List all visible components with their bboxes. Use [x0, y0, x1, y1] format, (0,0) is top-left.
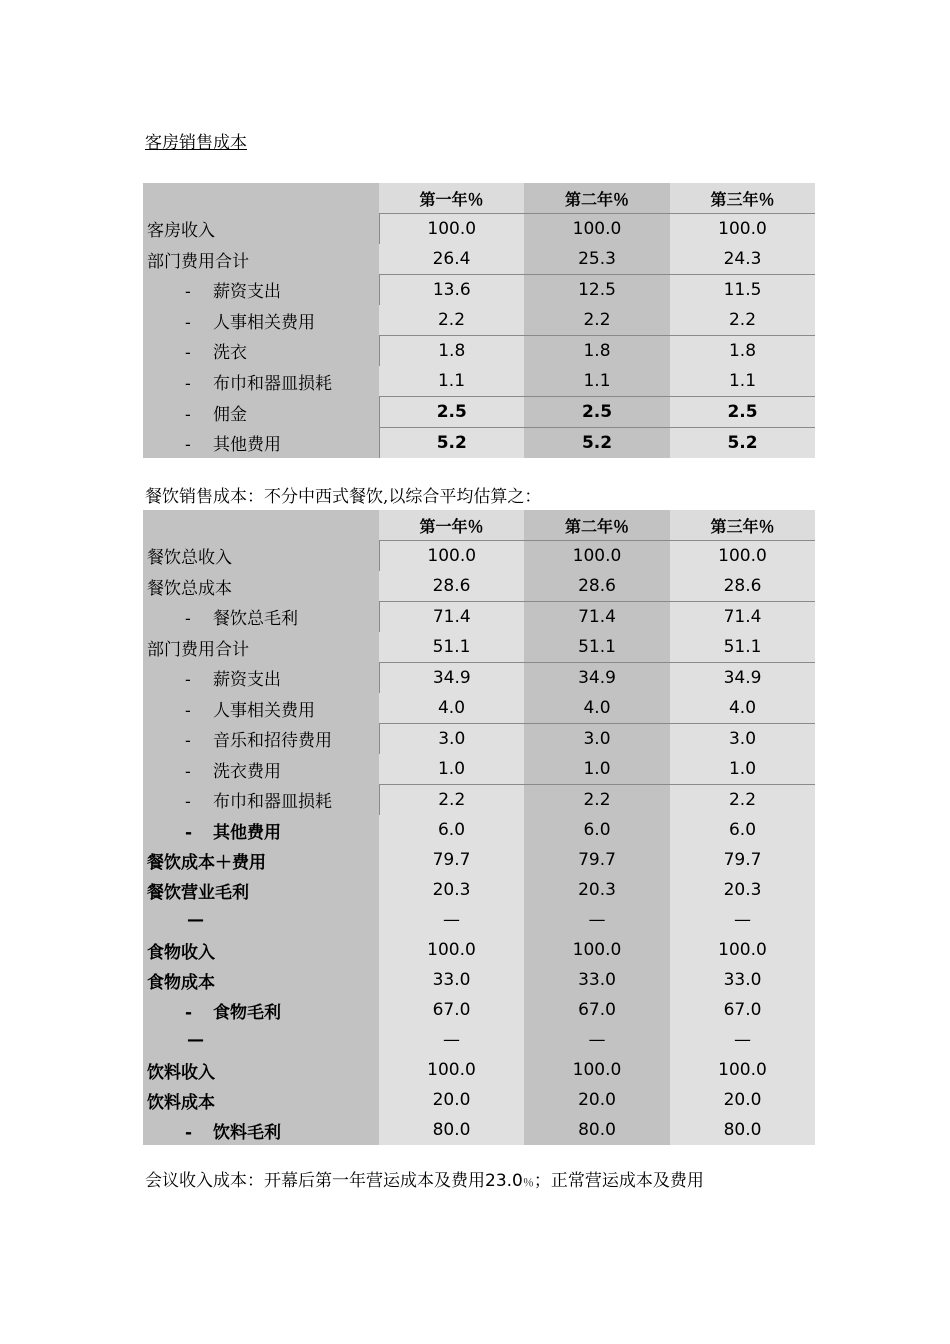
row-label: [143, 663, 379, 694]
year-2-value: 100.0: [524, 541, 670, 572]
row-label: [143, 815, 379, 845]
year-2-value: 2.5: [524, 397, 670, 428]
year-3-value: 1.1: [670, 366, 815, 397]
year-1-value: 51.1: [379, 632, 524, 663]
table-header-row: [143, 510, 815, 541]
year-3-value: 34.9: [670, 663, 815, 694]
year-2-value: 20.0: [524, 1085, 670, 1115]
room-cost-title: 客房销售成本: [145, 133, 247, 153]
table-header-row: [143, 183, 815, 214]
row-label: —: [143, 1025, 379, 1055]
year-2-value: 5.2: [524, 428, 670, 459]
table-row: [143, 724, 815, 755]
row-dash: -: [185, 435, 191, 456]
row-label-text: 其他费用: [213, 435, 281, 456]
table-row: [143, 875, 815, 905]
row-dash: -: [185, 731, 191, 752]
row-label-text: 饮料毛利: [213, 1122, 281, 1143]
row-label-text: 其他费用: [213, 822, 281, 843]
table-row: [143, 845, 815, 875]
year-2-value: 100.0: [524, 935, 670, 965]
year-1-value: 34.9: [379, 663, 524, 694]
meeting-cost-text-after: ；正常营运成本及费用: [533, 1171, 704, 1191]
year-2-value: 12.5: [524, 275, 670, 306]
table-row: [143, 541, 815, 572]
row-label: 食物收入: [143, 935, 379, 965]
year-1-value: 71.4: [379, 602, 524, 633]
row-label: [143, 428, 379, 459]
year-3-value: 80.0: [670, 1115, 815, 1145]
year-3-value: 100.0: [670, 935, 815, 965]
row-label: 部门费用合计: [143, 632, 379, 663]
row-label-text: 布巾和器皿损耗: [213, 792, 332, 813]
year-2-value: 34.9: [524, 663, 670, 694]
year-2-value: 100.0: [524, 214, 670, 245]
table-row: [143, 1055, 815, 1085]
row-label: 餐饮成本＋费用: [143, 845, 379, 875]
row-label-text: 人事相关费用: [213, 312, 315, 333]
year-1-value: —: [379, 1025, 524, 1055]
row-label-text: 佣金: [213, 404, 247, 425]
table-row: [143, 397, 815, 428]
table-row: [143, 693, 815, 724]
year-2-value: 71.4: [524, 602, 670, 633]
year-2-value: 4.0: [524, 693, 670, 724]
row-label: [143, 336, 379, 367]
row-dash: -: [185, 343, 191, 364]
year-1-value: 79.7: [379, 845, 524, 875]
year-3-value: 100.0: [670, 541, 815, 572]
year-1-value: 67.0: [379, 995, 524, 1025]
year-1-value: 2.2: [379, 305, 524, 336]
year-1-value: —: [379, 905, 524, 935]
year-1-value: 13.6: [379, 275, 524, 306]
year-2-value: 67.0: [524, 995, 670, 1025]
year-3-value: —: [670, 905, 815, 935]
row-label: 饮料收入: [143, 1055, 379, 1085]
year-1-value: 100.0: [379, 541, 524, 572]
year-3-value: 67.0: [670, 995, 815, 1025]
year-1-value: 26.4: [379, 244, 524, 275]
table-row: [143, 428, 815, 459]
row-label: 饮料成本: [143, 1085, 379, 1115]
row-label: 食物成本: [143, 965, 379, 995]
row-label: 餐饮总成本: [143, 571, 379, 602]
year-1-value: 6.0: [379, 815, 524, 845]
row-label-text: 音乐和招待费用: [213, 731, 332, 752]
year-3-value: 2.2: [670, 785, 815, 816]
row-dash: -: [185, 822, 193, 843]
year-2-value: —: [524, 1025, 670, 1055]
row-dash: -: [185, 282, 191, 303]
year-3-value: 100.0: [670, 214, 815, 245]
year-1-value: 4.0: [379, 693, 524, 724]
row-label: 餐饮总收入: [143, 541, 379, 572]
year-2-value: 25.3: [524, 244, 670, 275]
row-label: [143, 397, 379, 428]
year-3-value: 11.5: [670, 275, 815, 306]
row-label: [143, 754, 379, 785]
row-label-text: 洗衣费用: [213, 761, 281, 782]
year-1-value: 2.2: [379, 785, 524, 816]
row-label: [143, 1115, 379, 1145]
year-2-value: 33.0: [524, 965, 670, 995]
row-dash: -: [185, 609, 191, 630]
row-dash: -: [185, 1002, 193, 1023]
table-row: [143, 366, 815, 397]
year-2-value: 79.7: [524, 845, 670, 875]
row-label-text: 薪资支出: [213, 282, 281, 303]
year-3-value: 28.6: [670, 571, 815, 602]
meeting-cost-paragraph: [145, 1171, 704, 1193]
year-3-value: 24.3: [670, 244, 815, 275]
table-row: [143, 663, 815, 694]
row-label: [143, 785, 379, 816]
table-row: [143, 1025, 815, 1055]
header-year-2: 第二年％: [524, 510, 670, 541]
year-3-value: 51.1: [670, 632, 815, 663]
row-dash: -: [185, 1122, 193, 1143]
table-row: [143, 336, 815, 367]
row-label: [143, 366, 379, 397]
header-year-1: 第一年％: [379, 510, 524, 541]
row-label: [143, 995, 379, 1025]
year-3-value: 71.4: [670, 602, 815, 633]
year-1-value: 100.0: [379, 1055, 524, 1085]
table-row: [143, 815, 815, 845]
table-row: [143, 602, 815, 633]
row-label-text: 薪资支出: [213, 670, 281, 691]
table-row: [143, 754, 815, 785]
fnb-cost-table: [143, 510, 815, 1145]
year-1-value: 1.1: [379, 366, 524, 397]
year-2-value: 20.3: [524, 875, 670, 905]
year-2-value: 28.6: [524, 571, 670, 602]
year-2-value: 51.1: [524, 632, 670, 663]
fnb-cost-title: 餐饮销售成本：不分中西式餐饮,以综合平均估算之：: [145, 487, 542, 507]
year-2-value: 100.0: [524, 1055, 670, 1085]
year-1-value: 2.5: [379, 397, 524, 428]
header-year-3: 第三年％: [670, 510, 815, 541]
year-2-value: 6.0: [524, 815, 670, 845]
row-label: [143, 305, 379, 336]
year-3-value: 1.8: [670, 336, 815, 367]
header-year-1: 第一年％: [379, 183, 524, 214]
table-row: [143, 995, 815, 1025]
header-year-2: 第二年％: [524, 183, 670, 214]
row-label-text: 洗衣: [213, 343, 247, 364]
year-1-value: 100.0: [379, 214, 524, 245]
year-1-value: 80.0: [379, 1115, 524, 1145]
year-3-value: 5.2: [670, 428, 815, 459]
year-3-value: 2.5: [670, 397, 815, 428]
year-3-value: 20.3: [670, 875, 815, 905]
year-2-value: 1.0: [524, 754, 670, 785]
table-row: [143, 1085, 815, 1115]
meeting-cost-value: 23.0: [485, 1171, 523, 1191]
year-2-value: 1.1: [524, 366, 670, 397]
row-label-text: 食物毛利: [213, 1002, 281, 1023]
year-2-value: 3.0: [524, 724, 670, 755]
year-1-value: 1.8: [379, 336, 524, 367]
year-1-value: 20.0: [379, 1085, 524, 1115]
meeting-cost-pct: ％: [522, 1176, 534, 1189]
header-year-3: 第三年％: [670, 183, 815, 214]
year-1-value: 33.0: [379, 965, 524, 995]
row-label: 客房收入: [143, 214, 379, 245]
row-label: 餐饮营业毛利: [143, 875, 379, 905]
table-row: [143, 905, 815, 935]
row-dash: -: [185, 761, 191, 782]
year-3-value: 3.0: [670, 724, 815, 755]
table-row: [143, 935, 815, 965]
header-blank-cell: [143, 510, 379, 541]
year-3-value: 2.2: [670, 305, 815, 336]
year-2-value: 1.8: [524, 336, 670, 367]
year-2-value: 80.0: [524, 1115, 670, 1145]
year-3-value: 4.0: [670, 693, 815, 724]
header-blank-cell: [143, 183, 379, 214]
table-row: [143, 275, 815, 306]
row-dash: -: [185, 312, 191, 333]
row-dash: -: [185, 404, 191, 425]
table-row: [143, 571, 815, 602]
table-row: [143, 214, 815, 245]
row-label: 部门费用合计: [143, 244, 379, 275]
row-label: [143, 724, 379, 755]
year-1-value: 28.6: [379, 571, 524, 602]
year-3-value: 1.0: [670, 754, 815, 785]
year-1-value: 1.0: [379, 754, 524, 785]
year-3-value: 33.0: [670, 965, 815, 995]
year-2-value: —: [524, 905, 670, 935]
year-1-value: 100.0: [379, 935, 524, 965]
row-dash: -: [185, 700, 191, 721]
year-1-value: 3.0: [379, 724, 524, 755]
row-label: [143, 693, 379, 724]
year-3-value: 100.0: [670, 1055, 815, 1085]
row-dash: -: [185, 670, 191, 691]
year-3-value: —: [670, 1025, 815, 1055]
row-label-text: 餐饮总毛利: [213, 609, 298, 630]
row-label-text: 人事相关费用: [213, 700, 315, 721]
row-dash: -: [185, 373, 191, 394]
row-label: [143, 602, 379, 633]
year-2-value: 2.2: [524, 785, 670, 816]
table-row: [143, 965, 815, 995]
row-label-text: 布巾和器皿损耗: [213, 373, 332, 394]
table-row: [143, 305, 815, 336]
table-row: [143, 785, 815, 816]
year-1-value: 20.3: [379, 875, 524, 905]
row-dash: -: [185, 792, 191, 813]
year-3-value: 20.0: [670, 1085, 815, 1115]
table-row: [143, 244, 815, 275]
year-2-value: 2.2: [524, 305, 670, 336]
table-row: [143, 1115, 815, 1145]
row-label: —: [143, 905, 379, 935]
year-1-value: 5.2: [379, 428, 524, 459]
table-row: [143, 632, 815, 663]
meeting-cost-text-before: 会议收入成本：开幕后第一年营运成本及费用: [145, 1171, 485, 1191]
year-3-value: 79.7: [670, 845, 815, 875]
row-label: [143, 275, 379, 306]
room-cost-table: [143, 183, 815, 458]
year-3-value: 6.0: [670, 815, 815, 845]
